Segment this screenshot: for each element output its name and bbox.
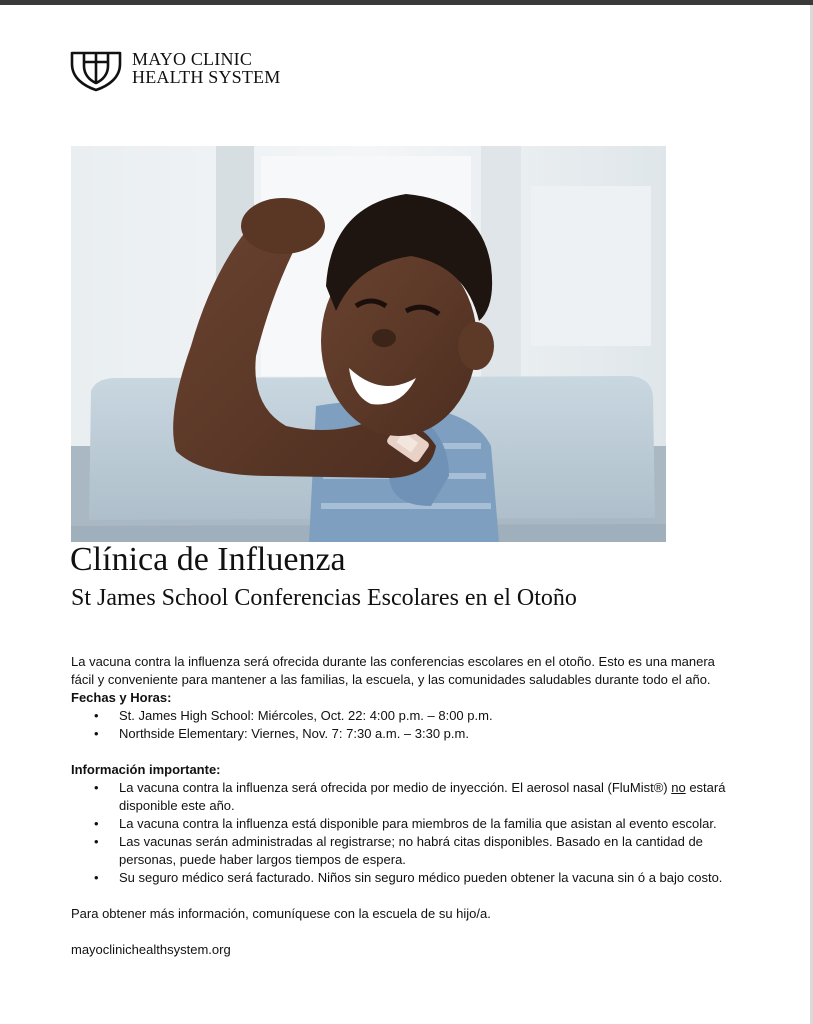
info-list [71,779,741,887]
info-item-walk-in: • Las vacunas serán administradas al registrarse; no habrá citas disponibles. Basado en la cantidad de personas, puede haber largos tiempos de espera. [119,833,741,869]
info-item-family: • La vacuna contra la influenza está disponible para miembros de la familia que asistan al evento escolar. [119,815,741,833]
info-item-insurance: • Su seguro médico será facturado. Niños sin seguro médico pueden obtener la vacuna sin ó a bajo costo. [119,869,741,887]
shield-logo-icon [70,50,122,92]
page-title: Clínica de Influenza [70,541,346,578]
dates-heading: Fechas y Horas: [71,690,172,705]
date-item-northside: • Northside Elementary: Viernes, Nov. 7: 7:30 a.m. – 3:30 p.m. [119,725,741,743]
dates-list [71,707,741,743]
info-item-1-text: La vacuna contra la influenza será ofrecida por medio de inyección. El aerosol nasal (FluMist®) [119,780,672,795]
document-body [71,653,741,959]
info-item-flumist [119,779,741,815]
info-heading: Información importante: [71,762,221,777]
intro-paragraph: La vacuna contra la influenza será ofrecida durante las conferencias escolares en el otoño. Esto es una manera fácil y conveniente para mantener a las familias, la escuela, y las comunidades saludables durante todo el año. [71,654,715,687]
date-item-st-james: • St. James High School: Miércoles, Oct. 22: 4:00 p.m. – 8:00 p.m. [119,707,741,725]
top-border [0,0,813,5]
logo-line-1: MAYO CLINIC [132,49,253,69]
website-url[interactable]: mayoclinichealthsystem.org [71,942,231,957]
contact-text: Para obtener más información, comuníquese con la escuela de su hijo/a. [71,906,491,921]
mayo-clinic-logo [70,50,280,92]
underlined-no: no [671,780,686,795]
info-item-1-text-end: estará disponible este año. [119,780,726,813]
hero-photo-child-flexing [71,146,666,542]
page-subtitle: St James School Conferencias Escolares en el Otoño [71,585,577,611]
logo-line-2: HEALTH SYSTEM [132,67,281,87]
